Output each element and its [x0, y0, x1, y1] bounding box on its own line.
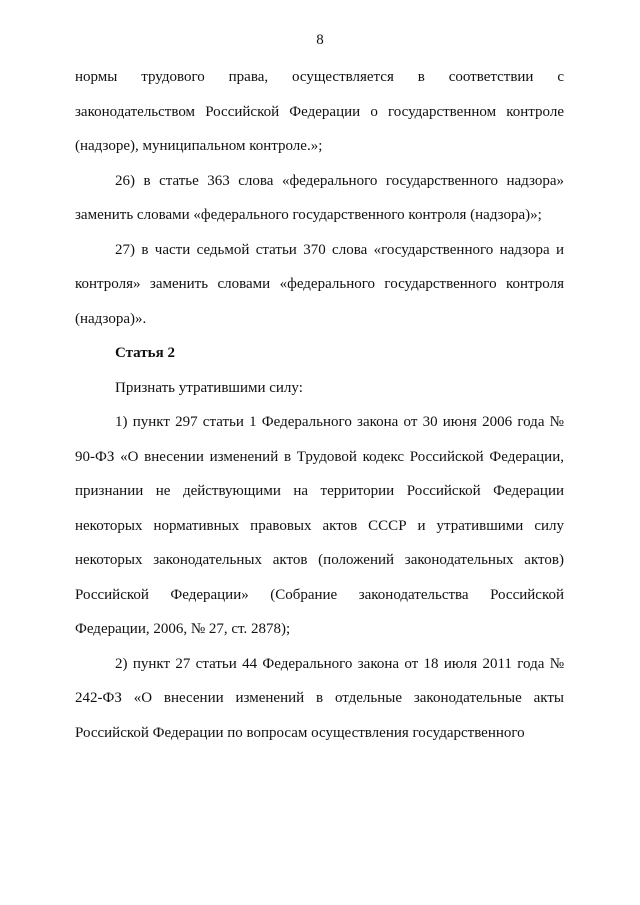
paragraph-item-2: 2) пункт 27 статьи 44 Федерального закона от 18 июля 2011 года № 242-ФЗ «О внесении изменений в отдельные законодательные акты Российской Федерации по вопросам осуществления государственного	[75, 655, 564, 741]
paragraph-intro: Признать утратившими силу:	[115, 379, 303, 396]
paragraph-item-26: 26) в статье 363 слова «федерального государственного надзора» заменить словами «федерального государственного контроля (надзора)»;	[75, 172, 564, 223]
article-heading: Статья 2	[115, 345, 175, 361]
page-number: 8	[316, 32, 324, 48]
document-body	[75, 60, 564, 750]
paragraph-item-1: 1) пункт 297 статьи 1 Федерального закона от 30 июня 2006 года № 90-ФЗ «О внесении изменений в Трудовой кодекс Российской Федерации, признании не действующими на территории Российской Федерации некоторых нормативных правовых актов СССР и утратившими силу некоторых законодательных актов (положений законодательных актов) Российской Федерации» (Собрание законодательства Российской Федерации, 2006, № 27, ст. 2878);	[75, 414, 564, 637]
paragraph-item-27: 27) в части седьмой статьи 370 слова «государственного надзора и контроля» заменить словами «федерального государственного контроля (надзора)».	[75, 241, 564, 327]
paragraph-continuation: нормы трудового права, осуществляется в соответствии с законодательством Российской Федерации о государственном контроле (надзоре), муниципальном контроле.»;	[75, 69, 564, 154]
